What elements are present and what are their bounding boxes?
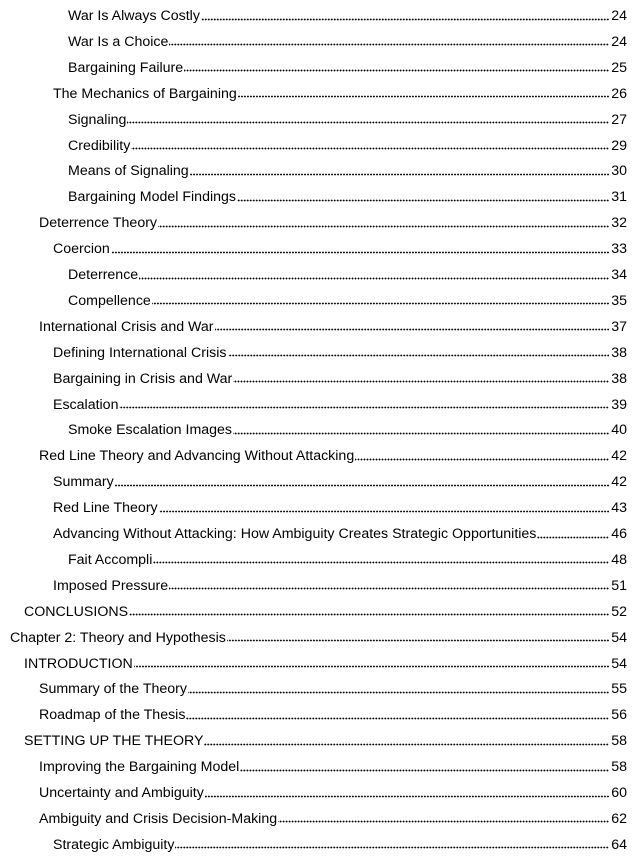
toc-entry-page-number: 52 (611, 603, 627, 620)
dot-leader (240, 768, 609, 772)
toc-entry-page-number: 48 (611, 551, 627, 568)
toc-entry[interactable] (39, 782, 627, 802)
dot-leader (184, 69, 609, 73)
dot-leader (131, 147, 609, 151)
table-of-contents (0, 5, 639, 856)
toc-entry-page-number: 38 (611, 344, 627, 361)
dot-leader (228, 354, 610, 358)
toc-entry[interactable] (53, 238, 627, 258)
toc-entry[interactable] (53, 575, 627, 595)
toc-entry-title: Bargaining Failure (68, 59, 184, 76)
dot-leader (237, 198, 609, 202)
toc-entry-title: CONCLUSIONS (24, 603, 129, 620)
toc-entry-title: Strategic Ambiguity (53, 836, 175, 853)
toc-entry-title: Deterrence Theory (39, 215, 158, 232)
toc-entry-title: Red Line Theory and Advancing Without Attacking (39, 448, 355, 465)
toc-entry-title: Chapter 2: Theory and Hypothesis (10, 629, 226, 646)
toc-entry[interactable] (68, 160, 627, 180)
toc-entry-page-number: 33 (611, 241, 627, 258)
toc-entry-title: Credibility (68, 137, 131, 154)
toc-entry-page-number: 46 (611, 526, 627, 542)
dot-leader (134, 665, 609, 669)
toc-entry-title: Improving the Bargaining Model (39, 759, 240, 776)
toc-entry-page-number: 34 (611, 267, 627, 283)
toc-entry-title: Smoke Escalation Images (68, 422, 233, 439)
toc-entry-page-number: 54 (611, 629, 627, 646)
toc-entry-title: Means of Signaling (68, 163, 189, 180)
toc-entry[interactable] (39, 756, 627, 776)
toc-entry-page-number: 35 (611, 292, 627, 309)
dot-leader (215, 328, 610, 332)
toc-entry[interactable] (53, 523, 627, 543)
toc-entry[interactable] (39, 808, 627, 828)
toc-entry[interactable] (24, 653, 627, 673)
toc-entry[interactable] (68, 5, 627, 25)
toc-entry-page-number: 51 (611, 577, 627, 594)
toc-entry-title: Signaling (68, 111, 127, 128)
toc-entry-page-number: 40 (611, 422, 627, 439)
dot-leader (188, 690, 609, 694)
toc-entry-title: Deterrence (68, 267, 139, 283)
toc-entry[interactable] (10, 627, 627, 647)
dot-leader (205, 794, 609, 798)
toc-entry-title: Advancing Without Attacking: How Ambiguity Creates Strategic Opportunities (53, 526, 537, 542)
toc-entry-page-number: 32 (611, 215, 627, 232)
dot-leader (233, 380, 609, 384)
toc-entry-title: Coercion (53, 241, 110, 258)
dot-leader (127, 121, 609, 125)
toc-entry-title: INTRODUCTION (24, 655, 133, 672)
dot-leader (158, 224, 609, 228)
dot-leader (227, 639, 609, 643)
toc-entry-page-number: 26 (611, 85, 627, 102)
dot-leader (153, 561, 609, 565)
dot-leader (139, 276, 609, 280)
dot-leader (152, 302, 609, 306)
toc-entry-title: Escalation (53, 396, 119, 413)
toc-entry[interactable] (39, 445, 627, 465)
dot-leader (233, 431, 609, 435)
toc-entry[interactable] (53, 83, 627, 103)
toc-entry-page-number: 37 (611, 318, 627, 335)
toc-entry-page-number: 29 (611, 137, 627, 154)
toc-entry-page-number: 30 (611, 163, 627, 180)
toc-entry[interactable] (24, 730, 627, 750)
toc-entry-page-number: 42 (611, 474, 627, 491)
dot-leader (111, 250, 609, 254)
toc-entry-title: Imposed Pressure (53, 577, 169, 594)
toc-entry-title: Defining International Crisis (53, 344, 227, 361)
toc-entry-title: Uncertainty and Ambiguity (39, 785, 204, 801)
toc-entry[interactable] (68, 264, 627, 284)
toc-entry-page-number: 43 (611, 500, 627, 517)
toc-entry-page-number: 42 (611, 448, 627, 465)
toc-entry-title: Fait Accompli (68, 551, 153, 568)
toc-entry[interactable] (68, 186, 627, 206)
toc-entry[interactable] (53, 368, 627, 388)
toc-entry-page-number: 39 (611, 396, 627, 413)
dot-leader (159, 509, 610, 513)
dot-leader (115, 483, 610, 487)
toc-entry-title: The Mechanics of Bargaining (53, 85, 237, 102)
toc-entry[interactable] (53, 471, 627, 491)
toc-entry-page-number: 60 (611, 785, 627, 801)
dot-leader (238, 95, 609, 99)
toc-entry[interactable] (53, 342, 627, 362)
dot-leader (169, 587, 609, 591)
toc-entry-page-number: 25 (611, 59, 627, 76)
dot-leader (175, 846, 609, 850)
dot-leader (190, 172, 610, 176)
toc-entry-title: International Crisis and War (39, 318, 214, 335)
toc-entry[interactable] (68, 419, 627, 439)
dot-leader (201, 17, 609, 21)
dot-leader (119, 406, 609, 410)
dot-leader (204, 742, 609, 746)
toc-entry[interactable] (39, 704, 627, 724)
dot-leader (186, 716, 609, 720)
toc-entry-title: War Is Always Costly (68, 8, 200, 24)
toc-entry-page-number: 54 (611, 655, 627, 672)
toc-entry-title: Red Line Theory (53, 500, 158, 517)
toc-entry[interactable] (53, 834, 627, 854)
toc-entry-title: Bargaining Model Findings (68, 189, 236, 206)
toc-entry[interactable] (39, 316, 627, 336)
toc-entry-title: Summary of the Theory (39, 681, 187, 698)
toc-entry[interactable] (68, 290, 627, 310)
toc-entry-page-number: 58 (611, 759, 627, 776)
toc-entry[interactable] (53, 394, 627, 414)
toc-entry-title: War Is a Choice (68, 33, 169, 50)
dot-leader (129, 613, 609, 617)
dot-leader (169, 43, 609, 47)
toc-entry-page-number: 55 (611, 681, 627, 698)
toc-entry-title: Roadmap of the Thesis (39, 707, 186, 724)
toc-entry-page-number: 38 (611, 370, 627, 387)
dot-leader (537, 535, 609, 539)
toc-entry[interactable] (24, 601, 627, 621)
toc-entry-page-number: 31 (611, 189, 627, 206)
toc-entry[interactable] (68, 549, 627, 569)
toc-entry[interactable] (39, 678, 627, 698)
toc-entry[interactable] (68, 57, 627, 77)
toc-entry-title: Bargaining in Crisis and War (53, 370, 233, 387)
dot-leader (278, 820, 609, 824)
toc-entry-title: Summary (53, 474, 114, 491)
toc-entry[interactable] (39, 212, 627, 232)
toc-entry[interactable] (68, 31, 627, 51)
toc-entry-page-number: 27 (611, 111, 627, 128)
toc-entry-page-number: 62 (611, 810, 627, 827)
toc-entry-page-number: 24 (611, 8, 627, 24)
toc-entry[interactable] (68, 135, 627, 155)
toc-entry-title: Ambiguity and Crisis Decision-Making (39, 810, 278, 827)
toc-entry-page-number: 24 (611, 33, 627, 50)
toc-entry-page-number: 64 (611, 836, 627, 853)
toc-entry[interactable] (68, 109, 627, 129)
dot-leader (355, 457, 609, 461)
toc-entry[interactable] (53, 497, 627, 517)
toc-entry-title: SETTING UP THE THEORY (24, 733, 204, 750)
toc-entry-page-number: 58 (611, 733, 627, 750)
toc-entry-page-number: 56 (611, 707, 627, 724)
toc-entry-title: Compellence (68, 292, 151, 309)
